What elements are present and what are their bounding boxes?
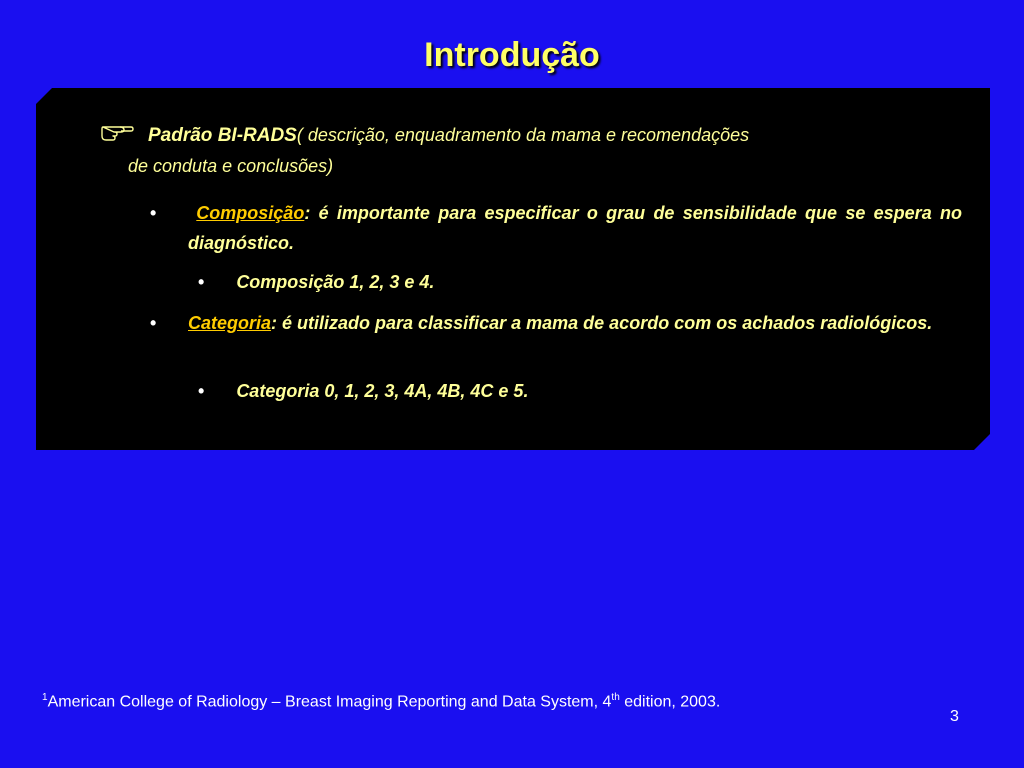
bullet-dot: • <box>150 313 157 333</box>
term-composicao: Composição <box>196 203 305 223</box>
term-categoria: Categoria <box>188 313 272 333</box>
footnote-marker: 1 <box>42 692 48 703</box>
bullet-dot: • <box>198 272 205 292</box>
footnote <box>42 692 720 711</box>
composicao-description: : é importante para especificar o grau de sensibilidade que se espera no diagnóstico. <box>188 203 962 253</box>
slide-title: Introdução <box>424 36 600 74</box>
bullet-dot: • <box>150 203 157 223</box>
main-bullet <box>100 120 962 181</box>
bullet-item-categoria <box>150 308 962 338</box>
page-number: 3 <box>950 708 959 725</box>
sub-bullet-categoria-values <box>198 376 528 406</box>
footnote-text-end: edition, 2003. <box>619 693 721 711</box>
sub-bullet-composicao-values <box>198 267 434 297</box>
main-bullet-heading: Padrão BI-RADS <box>148 125 297 146</box>
main-bullet-rest-line1: ( descrição, enquadramento da mama e recomendações <box>296 125 750 145</box>
categoria-values: Categoria 0, 1, 2, 3, 4A, 4B, 4C e 5. <box>236 381 529 401</box>
footnote-text: American College of Radiology – Breast Imaging Reporting and Data System, 4 <box>47 693 612 711</box>
bullet-dot: • <box>198 381 205 401</box>
footnote-superscript: th <box>611 692 620 703</box>
bullet-item-composicao <box>150 198 962 258</box>
categoria-description: : é utilizado para classificar a mama de acordo com os achados radiológicos. <box>271 313 933 333</box>
main-bullet-rest-line2: de conduta e conclusões) <box>128 156 334 176</box>
composicao-values: Composição 1, 2, 3 e 4. <box>236 272 435 292</box>
